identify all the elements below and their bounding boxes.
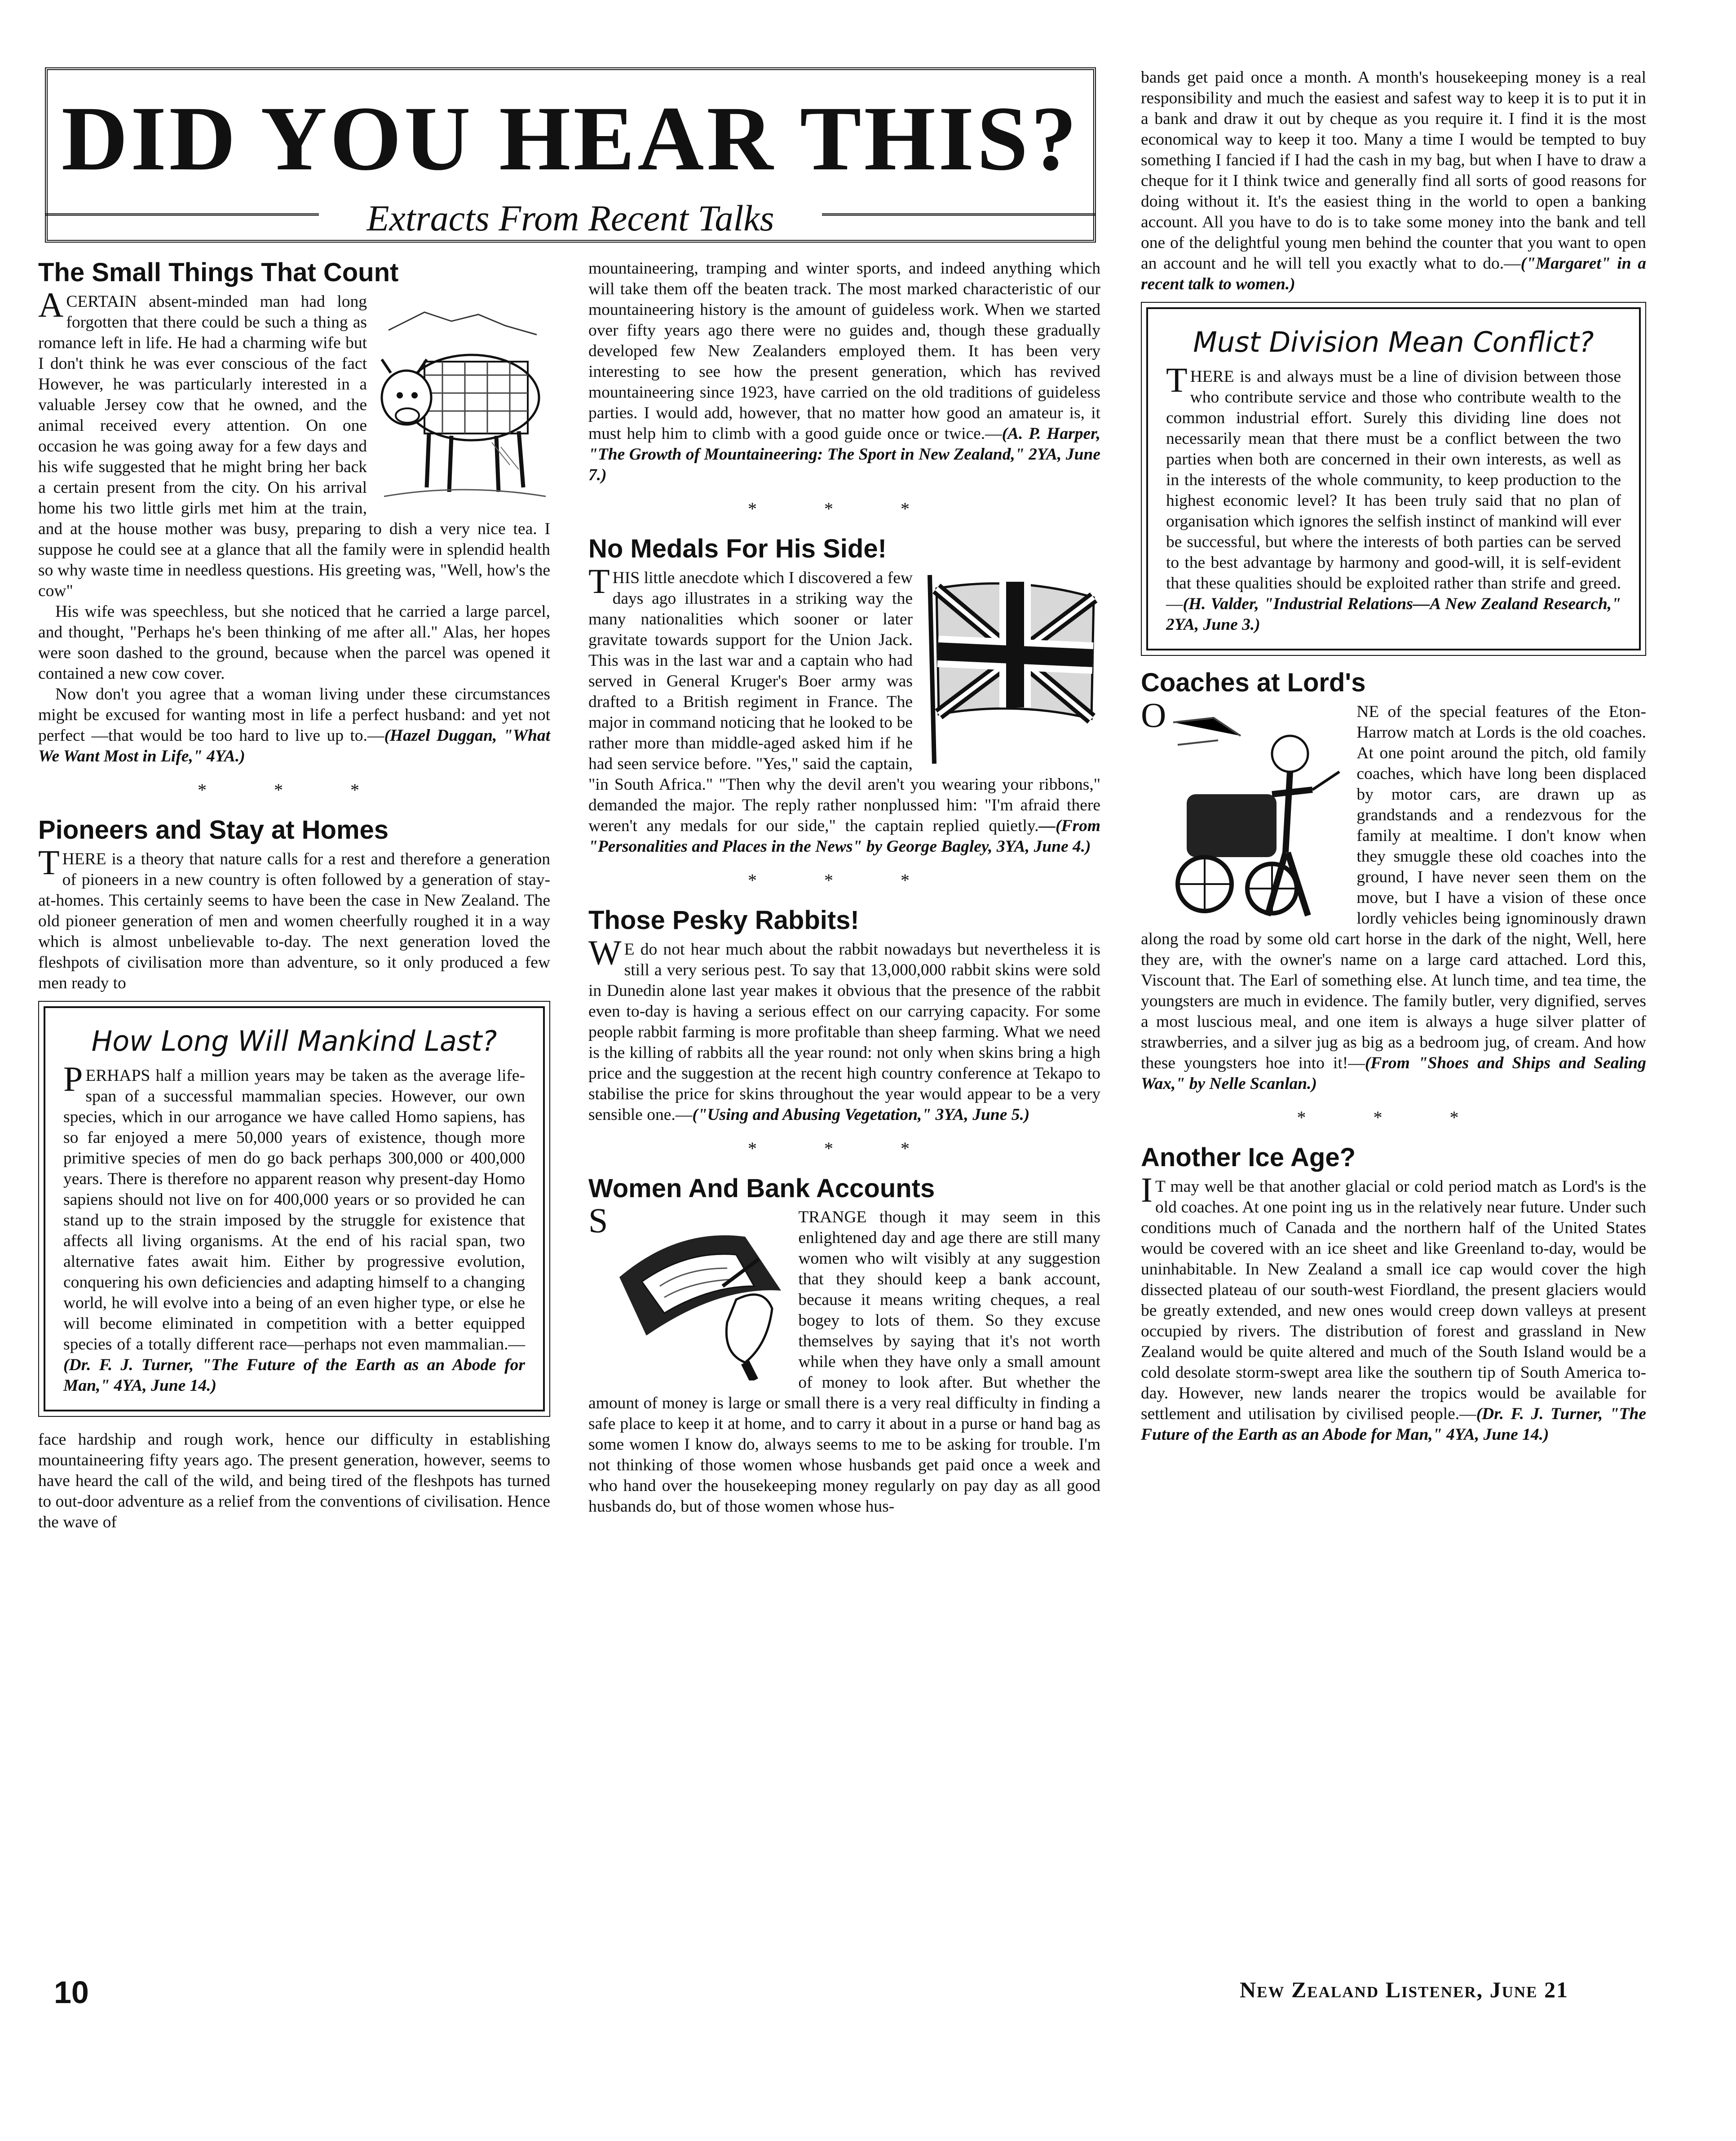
article-continuation [588, 258, 1100, 486]
article-heading: Must Division Mean Conflict? [1193, 326, 1594, 358]
drop-cap: A [38, 285, 64, 324]
article-rabbits [588, 906, 1100, 1125]
column-1 [38, 258, 550, 1533]
article-paragraph: HERE is and always must be a line of division between those who contribute service and those who contribute wealth to the common industrial effort. Surely this dividing line does not necessarily mean that there must be a conflict between the two parties when both are concerned in their own interests, as well as in the interests of the whole community, to keep production to the highest economic level? It has been truly said that no plan of organisation which ignores the selfish instinct of mankind will ever be successful, but where the interests of both parties can be served to the best advantage by harmony and good-will, it is self-evident that these qualities should be exploited rather than strife and greed.— [1166, 367, 1621, 614]
article-heading: Coaches at Lord's [1141, 668, 1366, 698]
drop-cap: T [38, 842, 60, 882]
page-number: 10 [54, 1975, 89, 2010]
union-jack-illustration [921, 571, 1100, 768]
column-2 [588, 258, 1100, 1526]
article-heading: Another Ice Age? [1141, 1142, 1356, 1172]
article-paragraph: TRANGE though it may seem in this enlightened day and age there are still many women who wilt visibly at any suggestion that they should keep a bank account, because it means writing cheques, a real bogey to lots of them. So they excuse themselves by saying that it's not worth while when they have only a small amount of money to look after. But whether the amount of money is large or small there is a very real difficulty in finding a safe place to keep it at home, and to carry it about in a purse or hand bag as some women I know do, always seems to me to be asking for trouble. I'm not thinking of those women whose husbands get paid once a week and who hand over the housekeeping money regularly on pay day as all good husbands do, but of those women whose hus- [588, 1208, 1100, 1516]
drop-cap: S [588, 1201, 608, 1240]
section-separator: * * * [1297, 1107, 1490, 1128]
article-continuation [38, 1429, 550, 1533]
article-paragraph: face hardship and rough work, hence our difficulty in establishing mountaineering fifty years ago. The present generation, however, seems to have heard the call of the wild, and being tired of the fleshpots has turned to out-door adventure as a relief from the conventions of civilisation. Hence the wave of [38, 1430, 550, 1531]
article-body [1141, 695, 1646, 1094]
article-paragraph: ERHAPS half a million years may be taken as the average life-span of a successful mammalian species. However, our own species, which in our arrogance we have called Homo sapiens, has so far enjoyed a mere 50,000 years of existence, though more primitive species of men do go back perhaps 300,000 or 400,000 years. There is therefore no apparent reason why present-day Homo sapiens should not live on for 400,000 years or so provided he can stand up to the strain imposed by the struggle for existence that affects all living organisms. At the end of his racial span, two alternative fates await him. Either by progressive evolution, conquering his own deficiencies and adapting himself to a changing world, he will evolve into a being of an even higher type, or else he will become eliminated in competition with a better equipped species of a totally different race—perhaps not even mammalian.— [63, 1066, 525, 1354]
article-pioneers [38, 816, 550, 994]
article-citation: (A. P. Harper, "The Growth of Mountaineering: The Sport in New Zealand," 2YA, June 7.) [588, 425, 1100, 484]
masthead-title: DID YOU HEAR THIS? [61, 88, 1080, 190]
boxed-article-division [1146, 307, 1641, 650]
article-continuation [1141, 67, 1646, 295]
section-separator: * * * [198, 779, 391, 800]
drop-cap: T [1166, 360, 1188, 400]
article-citation: (H. Valder, "Industrial Relations—A New Zealand Research," 2YA, June 3.) [1166, 595, 1621, 634]
article-small-things [38, 258, 550, 767]
article-coaches [1141, 668, 1646, 1094]
article-ice-age [1141, 1143, 1646, 1445]
article-body [63, 1059, 525, 1396]
cheque-writing-illustration [610, 1210, 790, 1380]
article-citation: (Hazel Duggan, "What We Want Most in Life," 4YA.) [38, 726, 550, 765]
publication-footer: New Zealand Listener, June 21 [1240, 1977, 1569, 2002]
drop-cap: P [63, 1059, 83, 1098]
article-citation: (From "Shoes and Ships and Sealing Wax," by Nelle Scanlan.) [1141, 1053, 1646, 1093]
article-paragraph: T may well be that another glacial or cold period match as Lord's is the old coaches. At one point ing us in the relatively near future. Under such conditions much of Canada and the northern half of the United States would be covered with an ice sheet and like Greenland to-day, would be uninhabitable. In New Zealand a small ice cap would cover the high dissected plateau of our south-west Fiordland, the present glaciers would be greatly extended, and new ones would creep down valleys at present occupied by rivers. The distribution of forest and grassland in New Zealand would be quite altered and much of the South Island would be a cold desolate storm-swept area like the southern tip of South America to-day. However, new lands nearer the tropics would be available for settlement and utilisation by civilised people.— [1141, 1177, 1646, 1423]
coach-illustration [1169, 704, 1348, 920]
article-heading: Pioneers and Stay at Homes [38, 815, 389, 845]
article-paragraph: mountaineering, tramping and winter sports, and indeed anything which will take them off the beaten track. The most marked characteristic of our mountaineering history is the amount of guideless work. When we started over fifty years ago there were no guides and, though these gradually developed few New Zealanders employed them. It has been very interesting to see how the present generation, which has revived mountaineering since 1923, have carried on the old traditions of guideless parties. I would add, however, that no matter how good an amateur is, it must help him to climb with a good guide once or twice.— [588, 259, 1100, 443]
article-paragraph: Now don't you agree that a woman living under these circumstances might be excused for wanting most in life a perfect husband: and yet not perfect —that would be too hard to live up to.— [38, 685, 550, 745]
article-body [1141, 1170, 1646, 1445]
boxed-article-mankind [44, 1006, 545, 1411]
article-paragraph: CERTAIN absent-minded man had long forgotten that there could be such a thing as romance left in life. He had a charming wife but I don't think he was ever conscious of the fact However, he was particularly interested in a valuable Jersey cow that he owned, and the animal received every attention. On one occasion he was going away for a few days and his wife suggested that he might bring her back a certain present from the city. On his arrival home his two little girls met him at the train, and at the house mother was busy, preparing to dish a very nice tea. I suppose he could see at a glance that all the family were in splendid health so why waste time in needless questions. His greeting was, "Well, how's the cow" [38, 292, 550, 600]
article-citation: ("Using and Abusing Vegetation," 3YA, June 5.) [692, 1105, 1030, 1124]
section-separator: * * * [748, 1138, 941, 1159]
article-heading: No Medals For His Side! [588, 534, 887, 563]
article-body [588, 561, 1100, 857]
drop-cap: W [588, 933, 622, 972]
article-paragraph: HERE is a theory that nature calls for a rest and therefore a generation of pioneers in a new country is often followed by a generation of stay-at-homes. This certainly seems to have been the case in New Zealand. The old pioneer generation of men and women cheerfully roughed it in a way which is almost unbelievable to-day. The next generation loved the fleshpots of civilisation more than adventure, so it only produced a few men ready to [38, 849, 550, 992]
article-body [588, 933, 1100, 1125]
article-body [38, 285, 550, 767]
article-bank [588, 1174, 1100, 1517]
article-citation: (Dr. F. J. Turner, "The Future of the Earth as an Abode for Man," 4YA, June 14.) [1141, 1404, 1646, 1444]
article-paragraph: E do not hear much about the rabbit nowadays but nevertheless it is still a very serious pest. To say that 13,000,000 rabbit skins were sold in Dunedin alone last year makes it obvious that the presence of the rabbit even to-day is having a serious effect on our carrying capacity. For some people rabbit farming is more profitable than sheep farming. What we need is the killing of rabbits all the year round: not only when skins bring a high price and the suggestion at the recent high country conference at Tekapo to stabilise the price for skins throughout the year would appear to be a very sensible one.— [588, 940, 1100, 1124]
drop-cap: O [1141, 695, 1166, 734]
article-body [1166, 360, 1621, 635]
article-citation: ("Margaret" in a recent talk to women.) [1141, 254, 1646, 293]
article-paragraph: HIS little anecdote which I discovered a few days ago illustrates in a striking way the many nationalities which sooner or later gravitate towards support for the Union Jack. This was in the last war and a captain who had served in General Kruger's Boer army was drafted to a British regiment in France. The major in command noticing that he looked to be rather more than middle-aged asked him if he had seen service before. "Yes," said the captain, "in South Africa." "Then why the devil aren't you wearing your ribbons," demanded the major. The reply rather nonplussed him: "I'm afraid there weren't any medals for our side," the captain replied quietly. [588, 568, 1100, 835]
article-body [588, 1201, 1100, 1517]
article-paragraph: NE of the special features of the Eton-Harrow match at Lords is the old coaches. At one point around the pitch, old family coaches, which have long been displaced by motor cars, are drawn up as grandstands and a rendezvous for the family at mealtime. I don't know when they smuggle these old coaches into the ground, I have never seen them on the move, but I have a vision of these once lordly vehicles being ignominously drawn along the road by some old cart horse in the dark of the night, Well, here they are, with the owner's name on a large card attached. Lord this, Viscount that. The Earl of something else. At lunch time, and tea time, the youngsters are much in evidence. The family butler, very dignified, serves a most luscious meal, and one item is always a huge silver platter of strawberries, and a silver jug as big as a bedroom jug, of cream. And how these youngsters hoe into it!— [1141, 702, 1646, 1072]
section-separator: * * * [748, 870, 941, 890]
article-paragraph: His wife was speechless, but she noticed that he carried a large parcel, and thought, "Perhaps he's been thinking of me after all." Alas, her hopes were soon dashed to the ground, because when the parcel was opened it contained a new cow cover. [38, 602, 550, 683]
section-separator: * * * [748, 499, 941, 519]
article-heading: Those Pesky Rabbits! [588, 905, 859, 935]
article-citation: (Dr. F. J. Turner, "The Future of the Earth as an Abode for Man," 4YA, June 14.) [63, 1355, 525, 1395]
article-heading: Women And Bank Accounts [588, 1173, 935, 1203]
masthead-subtitle: Extracts From Recent Talks [367, 198, 774, 239]
drop-cap: I [1141, 1170, 1153, 1209]
cow-illustration [375, 294, 550, 505]
article-body [38, 842, 550, 994]
drop-cap: T [588, 561, 610, 601]
article-heading: How Long Will Mankind Last? [91, 1024, 497, 1057]
column-3 [1141, 67, 1646, 1454]
article-heading: The Small Things That Count [38, 258, 399, 287]
article-citation: —(From "Personalities and Places in the News" by George Bagley, 3YA, June 4.) [588, 816, 1100, 856]
article-medals [588, 535, 1100, 857]
article-paragraph: bands get paid once a month. A month's housekeeping money is a real responsibility and much the easiest and safest way to keep it is to put it in a bank and draw it out by cheque as you require it. I find it is the most economical way to keep it too. Many a time I would be tempted to buy something I fancied if I had the cash in my bag, but when I have to draw a cheque for it I think twice and generally find all sorts of good reasons for doing without it. It's the easiest thing in the world to open a banking account. All you have to do is to take some money into the bank and tell one of the delightful young men behind the counter that you want to open an account and he will tell you exactly what to do.— [1141, 68, 1646, 273]
